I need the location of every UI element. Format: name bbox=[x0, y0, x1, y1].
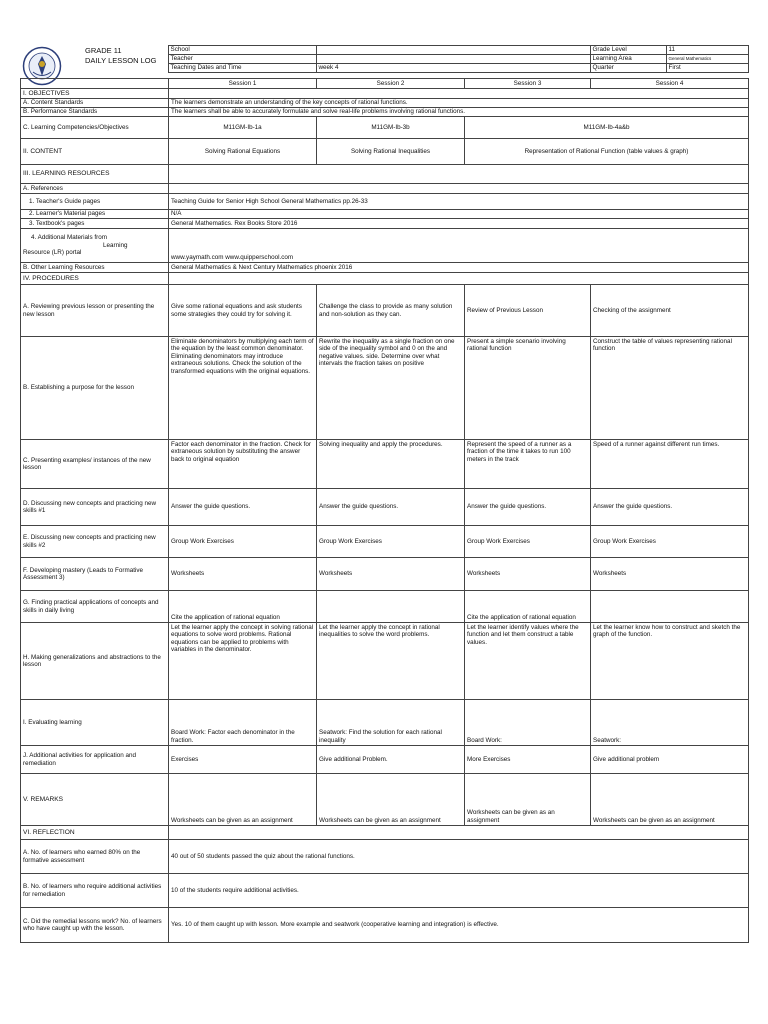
performance-standards-value: The learners shall be able to accurately formulate and solve real-life problems involving rational functions. bbox=[169, 108, 749, 117]
reflection-row bbox=[21, 840, 749, 874]
teacher-label: Teacher bbox=[168, 55, 316, 64]
procedure-cell: Answer the guide questions. bbox=[591, 489, 749, 526]
remarks-cell: Worksheets can be given as an assignment bbox=[591, 774, 749, 826]
procedure-cell: Exercises bbox=[169, 746, 317, 774]
learning-area-label: Learning Area bbox=[590, 55, 666, 64]
content-topic: Representation of Rational Function (table values & graph) bbox=[465, 139, 749, 165]
tg-value: Teaching Guide for Senior High School General Mathematics pp.26-33 bbox=[169, 194, 749, 210]
tg-label: 1. Teacher's Guide pages bbox=[21, 194, 169, 210]
procedure-cell: Checking of the assignment bbox=[591, 285, 749, 337]
grade-heading: GRADE 11 bbox=[85, 46, 122, 55]
procedure-row bbox=[21, 526, 749, 558]
procedure-cell: Answer the guide questions. bbox=[317, 489, 465, 526]
content-topic: Solving Rational Inequalities bbox=[317, 139, 465, 165]
quarter-value: First bbox=[666, 64, 748, 73]
procedure-cell: Rewrite the inequality as a single fraction on one side of the inequality symbol and 0 on the and negative values. side. Determine over what intervals the fraction takes on positive bbox=[317, 337, 465, 440]
reflection-value: 40 out of 50 students passed the quiz about the rational functions. bbox=[169, 840, 749, 874]
performance-standards-label: B. Performance Standards bbox=[21, 108, 169, 117]
procedure-row bbox=[21, 440, 749, 489]
content-standards-value: The learners demonstrate an understanding of the key concepts of rational functions. bbox=[169, 99, 749, 108]
procedure-row bbox=[21, 285, 749, 337]
procedure-cell: Group Work Exercises bbox=[317, 526, 465, 558]
procedure-row bbox=[21, 700, 749, 746]
procedure-cell: Let the learner apply the concept in rational inequalities to solve the word problems. bbox=[317, 623, 465, 700]
remarks-cell: Worksheets can be given as an assignment bbox=[465, 774, 591, 826]
additional-label-line: 4. Additional Materials from bbox=[31, 234, 107, 242]
procedure-label: J. Additional activities for application and remediation bbox=[21, 746, 169, 774]
school-label: School bbox=[168, 46, 316, 55]
competency-code: M11GM-Ib-3b bbox=[317, 117, 465, 139]
procedure-row bbox=[21, 558, 749, 591]
additional-label-line: Resource (LR) portal bbox=[23, 249, 82, 257]
reflection-label: C. Did the remedial lessons work? No. of learners who have caught up with the lesson. bbox=[21, 908, 169, 943]
competencies-label: C. Learning Competencies/Objectives bbox=[21, 117, 169, 139]
dates-label: Teaching Dates and Time bbox=[168, 64, 316, 73]
other-resources-label: B. Other Learning Resources bbox=[21, 263, 169, 273]
additional-materials-value: www.yaymath.com www.quipperschool.com bbox=[169, 229, 749, 263]
reflection-heading: VI. REFLECTION bbox=[21, 826, 169, 840]
procedure-cell: Answer the guide questions. bbox=[465, 489, 591, 526]
remarks-label: V. REMARKS bbox=[21, 774, 169, 826]
references-label: A. References bbox=[21, 184, 169, 194]
procedure-label: F. Developing mastery (Leads to Formative Assessment 3) bbox=[21, 558, 169, 591]
resources-heading: III. LEARNING RESOURCES bbox=[21, 165, 169, 184]
procedure-row bbox=[21, 623, 749, 700]
remarks-cell: Worksheets can be given as an assignment bbox=[317, 774, 465, 826]
procedure-row bbox=[21, 591, 749, 623]
procedure-cell: Let the learner apply the concept in solving rational equations to solve word problems. Rational equations can be applied to problems with variables in the denominator. bbox=[169, 623, 317, 700]
competency-code: M11GM-Ib-1a bbox=[169, 117, 317, 139]
procedure-cell: Group Work Exercises bbox=[465, 526, 591, 558]
procedure-cell: Present a simple scenario involving rational function bbox=[465, 337, 591, 440]
procedure-cell: Factor each denominator in the fraction. Check for extraneous solution by substituting the answer back to original equation bbox=[169, 440, 317, 489]
procedure-label: D. Discussing new concepts and practicing new skills #1 bbox=[21, 489, 169, 526]
session-header: Session 4 bbox=[591, 79, 749, 89]
textbook-value: General Mathematics. Rex Books Store 2016 bbox=[169, 219, 749, 229]
reflection-label: B. No. of learners who require additional activities for remediation bbox=[21, 874, 169, 908]
procedure-cell: Cite the application of rational equation bbox=[465, 591, 591, 623]
additional-materials-label bbox=[21, 229, 169, 263]
school-value bbox=[316, 46, 590, 55]
procedure-cell: Let the learner know how to construct and sketch the graph of the function. bbox=[591, 623, 749, 700]
procedure-cell: Eliminate denominators by multiplying each term of the equation by the least common denominator. Eliminating denominators may introduce extraneous solutions. Check the solution of the transformed equations with the original equations. bbox=[169, 337, 317, 440]
textbook-label: 3. Textbook's pages bbox=[21, 219, 169, 229]
procedure-cell: Represent the speed of a runner as a fraction of the time it takes to run 100 meters in the track bbox=[465, 440, 591, 489]
reflection-value: Yes. 10 of them caught up with lesson. More example and seatwork (cooperative learning and integration) is effective. bbox=[169, 908, 749, 943]
procedure-label: A. Reviewing previous lesson or presenting the new lesson bbox=[21, 285, 169, 337]
reflection-row bbox=[21, 874, 749, 908]
dates-value: week 4 bbox=[316, 64, 590, 73]
session-header: Session 2 bbox=[317, 79, 465, 89]
procedure-cell bbox=[317, 591, 465, 623]
reflection-row bbox=[21, 908, 749, 943]
remarks-cell: Worksheets can be given as an assignment bbox=[169, 774, 317, 826]
procedure-cell: Give some rational equations and ask students some strategies they could try for solving it. bbox=[169, 285, 317, 337]
grade-level-label: Grade Level bbox=[590, 46, 666, 55]
reflection-value: 10 of the students require additional activities. bbox=[169, 874, 749, 908]
objectives-heading: I. OBJECTIVES bbox=[21, 89, 169, 99]
content-standards-label: A. Content Standards bbox=[21, 99, 169, 108]
procedure-cell: Seatwork: Find the solution for each rational inequality bbox=[317, 700, 465, 746]
content-topic: Solving Rational Equations bbox=[169, 139, 317, 165]
procedure-cell: Review of Previous Lesson bbox=[465, 285, 591, 337]
procedure-cell: Give additional problem bbox=[591, 746, 749, 774]
content-label: II. CONTENT bbox=[21, 139, 169, 165]
additional-label-line: Learning bbox=[103, 241, 128, 249]
lm-label: 2. Learner's Material pages bbox=[21, 210, 169, 219]
procedure-cell: Board Work: Factor each denominator in the fraction. bbox=[169, 700, 317, 746]
session-header: Session 1 bbox=[169, 79, 317, 89]
lm-value: N/A bbox=[169, 210, 749, 219]
grade-level-value: 11 bbox=[666, 46, 748, 55]
procedure-cell: Group Work Exercises bbox=[169, 526, 317, 558]
quarter-label: Quarter bbox=[590, 64, 666, 73]
teacher-value bbox=[316, 55, 590, 64]
procedure-row bbox=[21, 746, 749, 774]
procedure-cell: Challenge the class to provide as many solution and non-solution as they can. bbox=[317, 285, 465, 337]
procedure-cell: Give additional Problem. bbox=[317, 746, 465, 774]
remarks-row bbox=[21, 774, 749, 826]
procedure-cell: Answer the guide questions. bbox=[169, 489, 317, 526]
other-resources-value: General Mathematics & Next Century Mathematics phoenix 2016 bbox=[169, 263, 749, 273]
procedure-cell: Worksheets bbox=[317, 558, 465, 591]
procedure-label: H. Making generalizations and abstractions to the lesson bbox=[21, 623, 169, 700]
procedure-cell: Speed of a runner against different run times. bbox=[591, 440, 749, 489]
procedure-label: B. Establishing a purpose for the lesson bbox=[21, 337, 169, 440]
doc-title: DAILY LESSON LOG bbox=[85, 56, 157, 65]
procedure-cell: Worksheets bbox=[169, 558, 317, 591]
procedure-label: G. Finding practical applications of concepts and skills in daily living bbox=[21, 591, 169, 623]
procedure-label: C. Presenting examples/ instances of the new lesson bbox=[21, 440, 169, 489]
procedure-cell: Worksheets bbox=[591, 558, 749, 591]
procedure-cell: Let the learner identify values where the function and let them construct a table values. bbox=[465, 623, 591, 700]
procedure-row bbox=[21, 489, 749, 526]
procedure-cell: Solving inequality and apply the procedures. bbox=[317, 440, 465, 489]
procedure-cell: More Exercises bbox=[465, 746, 591, 774]
procedure-cell: Worksheets bbox=[465, 558, 591, 591]
procedure-label: I. Evaluating learning bbox=[21, 700, 169, 746]
competency-code: M11GM-Ib-4a&b bbox=[465, 117, 749, 139]
procedure-cell: Board Work: bbox=[465, 700, 591, 746]
procedures-heading: IV. PROCEDURES bbox=[21, 273, 169, 285]
procedure-cell: Construct the table of values representing rational function bbox=[591, 337, 749, 440]
learning-area-value: General Mathematics bbox=[666, 55, 748, 64]
session-header: Session 3 bbox=[465, 79, 591, 89]
procedure-cell: Group Work Exercises bbox=[591, 526, 749, 558]
procedure-cell: Seatwork: bbox=[591, 700, 749, 746]
procedure-cell bbox=[591, 591, 749, 623]
lesson-log-table bbox=[20, 78, 749, 943]
reflection-label: A. No. of learners who earned 80% on the formative assessment bbox=[21, 840, 169, 874]
procedure-label: E. Discussing new concepts and practicing new skills #2 bbox=[21, 526, 169, 558]
procedure-row bbox=[21, 337, 749, 440]
procedure-cell: Cite the application of rational equation bbox=[169, 591, 317, 623]
header-table bbox=[20, 45, 749, 73]
